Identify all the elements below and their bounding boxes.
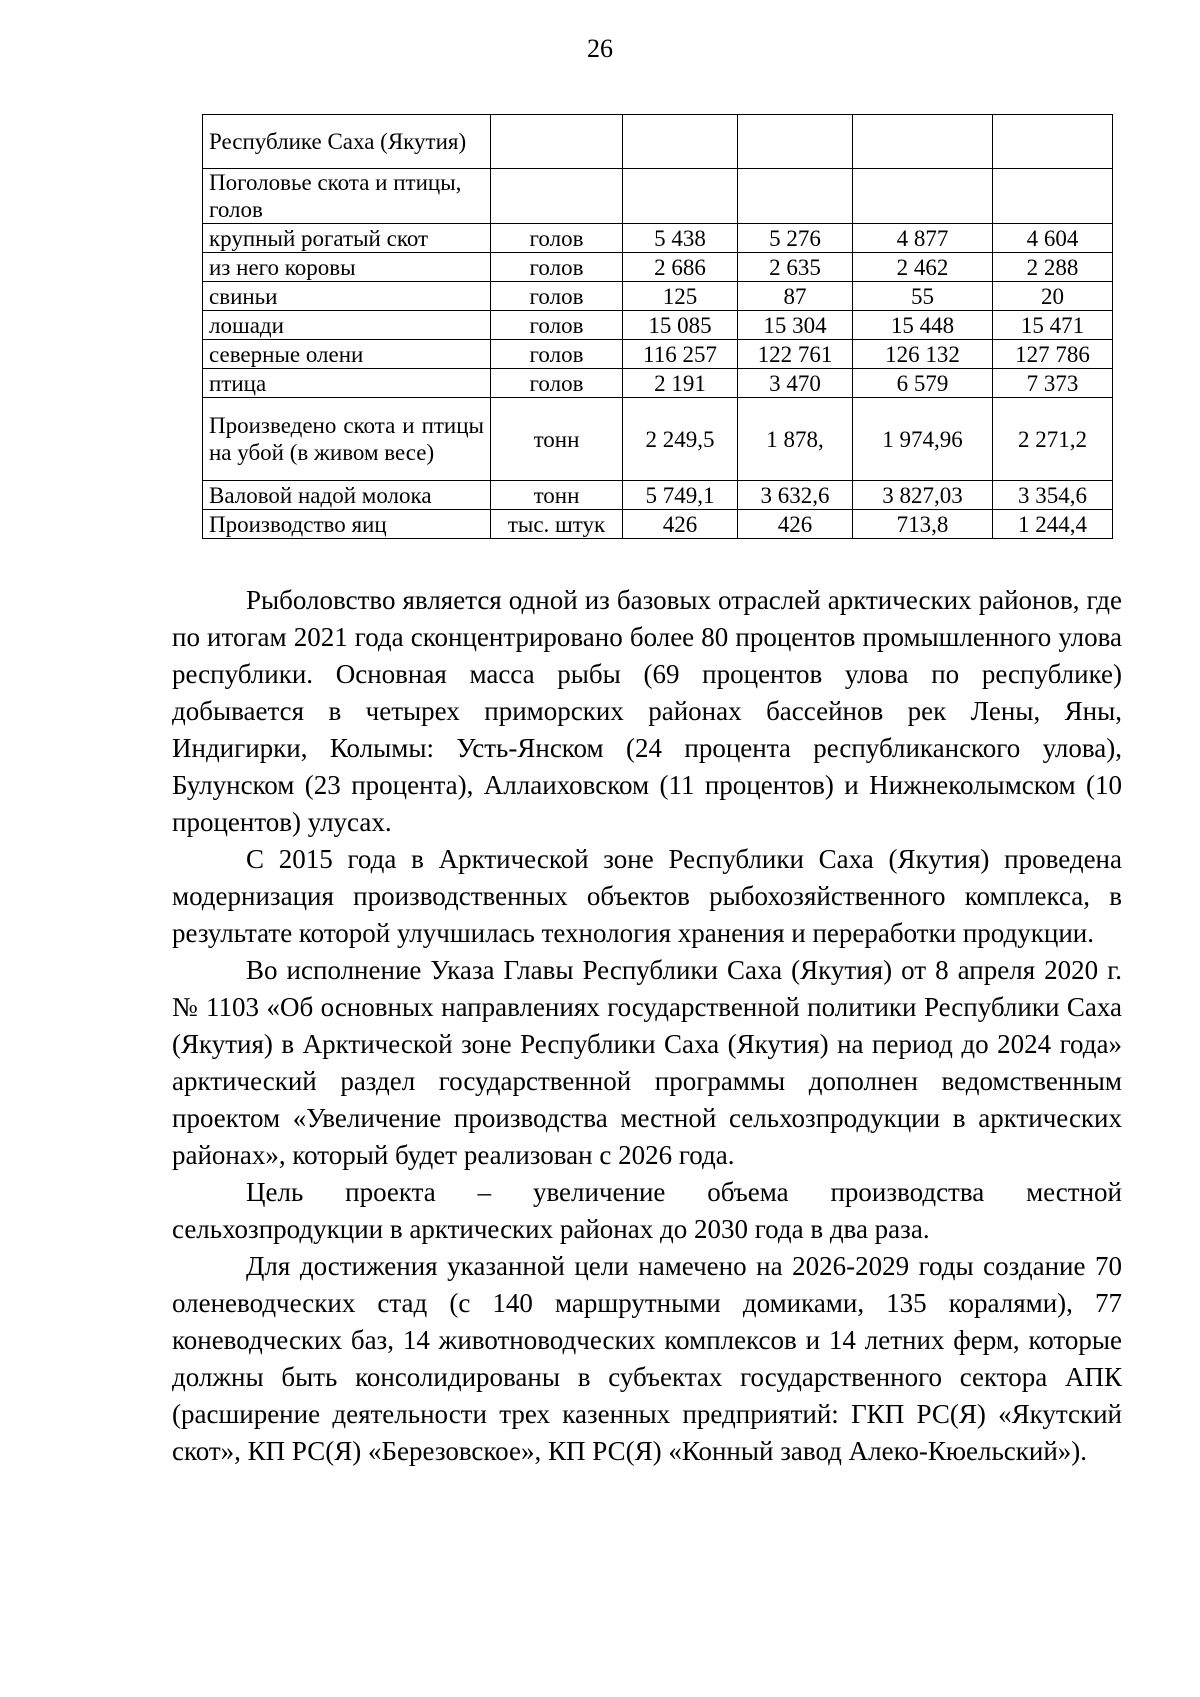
row-value [738,115,853,169]
row-name: Валовой надой молока [203,481,491,510]
row-value: 2 191 [623,369,738,398]
row-unit: тонн [491,398,623,481]
row-value: 87 [738,282,853,311]
row-value [993,169,1113,224]
row-unit: голов [491,340,623,369]
row-value: 7 373 [993,369,1113,398]
row-name: птица [203,369,491,398]
row-value: 15 085 [623,311,738,340]
row-value: 5 438 [623,224,738,253]
paragraph-project-goal: Цель проекта – увеличение объема производства местной сельхозпродукции в арктических районах до 2030 года в два раза. [172,1177,1122,1244]
row-value [853,169,993,224]
row-value: 426 [623,510,738,539]
row-unit: тонн [491,481,623,510]
row-value: 4 877 [853,224,993,253]
row-value: 15 471 [993,311,1113,340]
table-row [203,169,1113,224]
row-unit: тыс. штук [491,510,623,539]
row-value: 2 635 [738,253,853,282]
row-value: 2 288 [993,253,1113,282]
row-name: свиньи [203,282,491,311]
row-value: 5 276 [738,224,853,253]
table-row [203,398,1113,481]
row-value: 15 304 [738,311,853,340]
row-name: Поголовье скота и птицы, голов [203,169,491,224]
row-unit [491,169,623,224]
row-value [993,115,1113,169]
row-value: 5 749,1 [623,481,738,510]
table-row [203,481,1113,510]
row-value: 3 354,6 [993,481,1113,510]
row-unit [491,115,623,169]
row-value: 2 249,5 [623,398,738,481]
row-value: 1 878, [738,398,853,481]
row-unit: голов [491,282,623,311]
table-row [203,510,1113,539]
page-number: 26 [587,34,613,63]
row-value: 126 132 [853,340,993,369]
row-name: из него коровы [203,253,491,282]
row-value: 116 257 [623,340,738,369]
row-value: 127 786 [993,340,1113,369]
row-unit: голов [491,253,623,282]
table-row [203,115,1113,169]
row-name: крупный рогатый скот [203,224,491,253]
row-value: 55 [853,282,993,311]
row-value: 20 [993,282,1113,311]
row-value [623,169,738,224]
row-value: 1 974,96 [853,398,993,481]
row-value: 125 [623,282,738,311]
row-name: Производство яиц [203,510,491,539]
paragraph-plan: Для достижения указанной цели намечено на 2026-2029 годы создание 70 оленеводческих стад (с 140 маршрутными домиками, 135 коралями), 77 коневодческих баз, 14 животноводческих комплексов и 14 летних ферм, которые должны быть консолидированы в субъектах государственного сектора АПК (расширение деятельности трех казенных предприятий: ГКП РС(Я) «Якутский скот», КП РС(Я) «Березовское», КП РС(Я) «Конный завод Алеко-Кюельский»). [172,1251,1122,1466]
row-value [623,115,738,169]
paragraph-decree: Во исполнение Указа Главы Республики Саха (Якутия) от 8 апреля 2020 г. № 1103 «Об основных направлениях государственной политики Республики Саха (Якутия) в Арктической зоне Республики Саха (Якутия) на период до 2024 года» арктический раздел государственной программы дополнен ведомственным проектом «Увеличение производства местной сельхозпродукции в арктических районах», который будет реализован с 2026 года. [172,955,1122,1170]
row-value: 3 827,03 [853,481,993,510]
row-value: 2 686 [623,253,738,282]
row-name: северные олени [203,340,491,369]
row-value: 1 244,4 [993,510,1113,539]
table-row [203,224,1113,253]
row-value: 2 462 [853,253,993,282]
table-row [203,369,1113,398]
row-value [738,169,853,224]
row-value: 2 271,2 [993,398,1113,481]
livestock-table [202,114,1113,539]
row-name: Произведено скота и птицы на убой (в живом весе) [203,398,491,481]
row-value: 15 448 [853,311,993,340]
row-value: 713,8 [853,510,993,539]
row-name: Республике Саха (Якутия) [203,115,491,169]
table-row [203,340,1113,369]
row-value: 3 470 [738,369,853,398]
row-value [853,115,993,169]
table-row [203,253,1113,282]
row-unit: голов [491,311,623,340]
paragraph-modernization: С 2015 года в Арктической зоне Республики Саха (Якутия) проведена модернизация производственных объектов рыбохозяйственного комплекса, в результате которой улучшилась технология хранения и переработки продукции. [172,844,1122,948]
row-unit: голов [491,369,623,398]
table-row [203,282,1113,311]
body-text [172,582,1122,1470]
row-value: 3 632,6 [738,481,853,510]
row-unit: голов [491,224,623,253]
row-value: 426 [738,510,853,539]
paragraph-fishing: Рыболовство является одной из базовых отраслей арктических районов, где по итогам 2021 года сконцентрировано более 80 процентов промышленного улова республики. Основная масса рыбы (69 процентов улова по республике) добывается в четырех приморских районах бассейнов рек Лены, Яны, Индигирки, Колымы: Усть-Янском (24 процента республиканского улова), Булунском (23 процента), Аллаиховском (11 процентов) и Нижнеколымском (10 процентов) улусах. [172,585,1122,837]
row-value: 122 761 [738,340,853,369]
row-value: 6 579 [853,369,993,398]
table-row [203,311,1113,340]
row-name: лошади [203,311,491,340]
row-value: 4 604 [993,224,1113,253]
